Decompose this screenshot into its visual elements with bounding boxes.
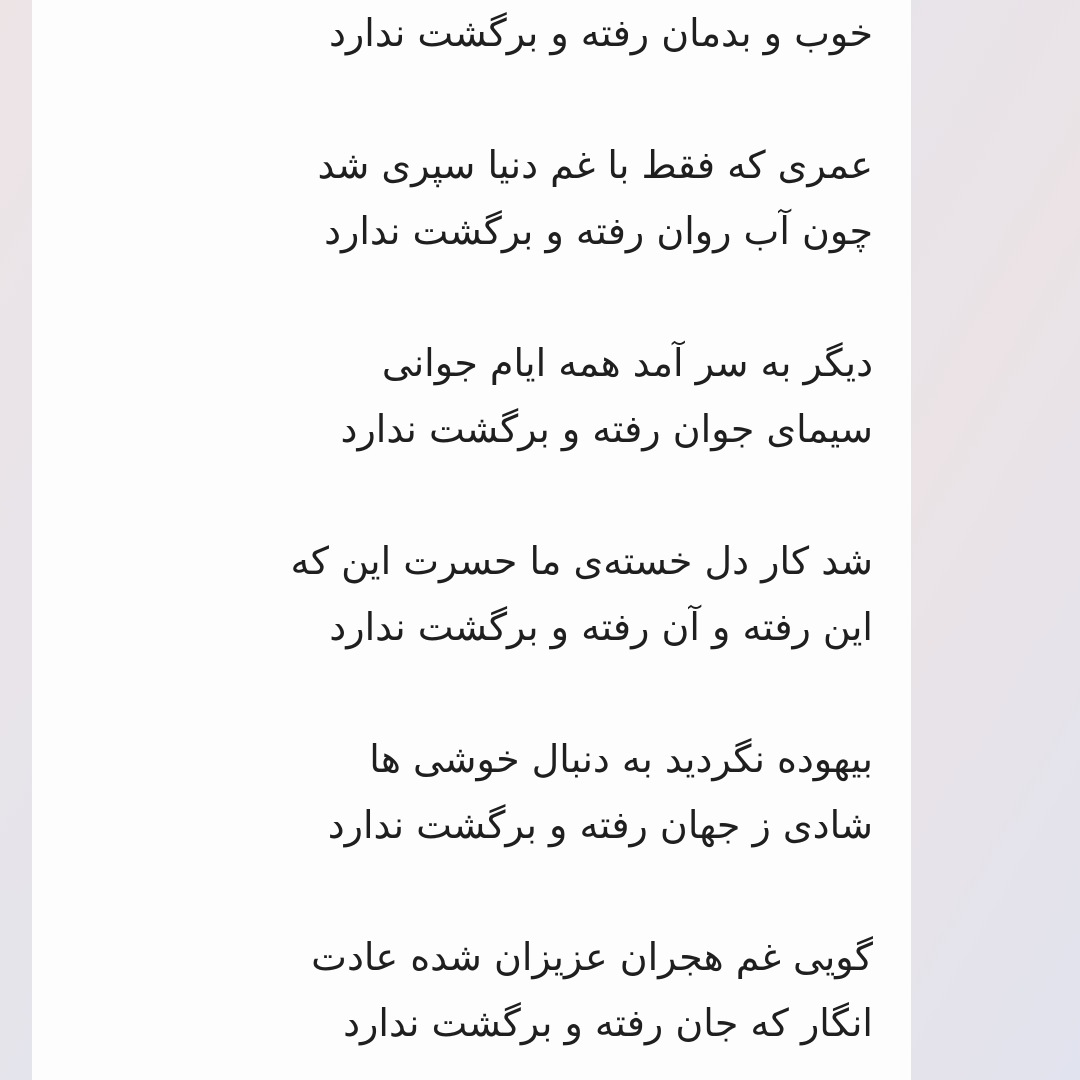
stanza	[291, 924, 873, 1056]
poem-line: چون آب روان رفته و برگشت ندارد	[324, 209, 873, 253]
stanza	[291, 528, 873, 660]
poem-line: انگار که جان رفته و برگشت ندارد	[343, 1001, 873, 1045]
poem-line: این رفته و آن رفته و برگشت ندارد	[329, 605, 873, 649]
stanza	[291, 726, 873, 858]
poem-text	[291, 0, 873, 1080]
poem-line: گویی غم هجران عزیزان شده عادت	[311, 935, 873, 979]
poem-line: سیمای جوان رفته و برگشت ندارد	[340, 407, 873, 451]
poem-line: شد کار دل خسته‌ی ما حسرت این که	[290, 539, 873, 583]
stanza	[291, 132, 873, 264]
message-card	[32, 0, 911, 1080]
stanza	[291, 0, 873, 66]
poem-line: دیگر به سر آمد همه ایام جوانی	[381, 341, 873, 385]
poem-line: عمری که فقط با غم دنیا سپری شد	[317, 143, 873, 187]
poem-line: بیهوده نگردید به دنبال خوشی ها	[369, 737, 873, 781]
stanza	[291, 330, 873, 462]
poem-line: خوب و بدمان رفته و برگشت ندارد	[329, 11, 873, 55]
poem-line: شادی ز جهان رفته و برگشت ندارد	[327, 803, 873, 847]
